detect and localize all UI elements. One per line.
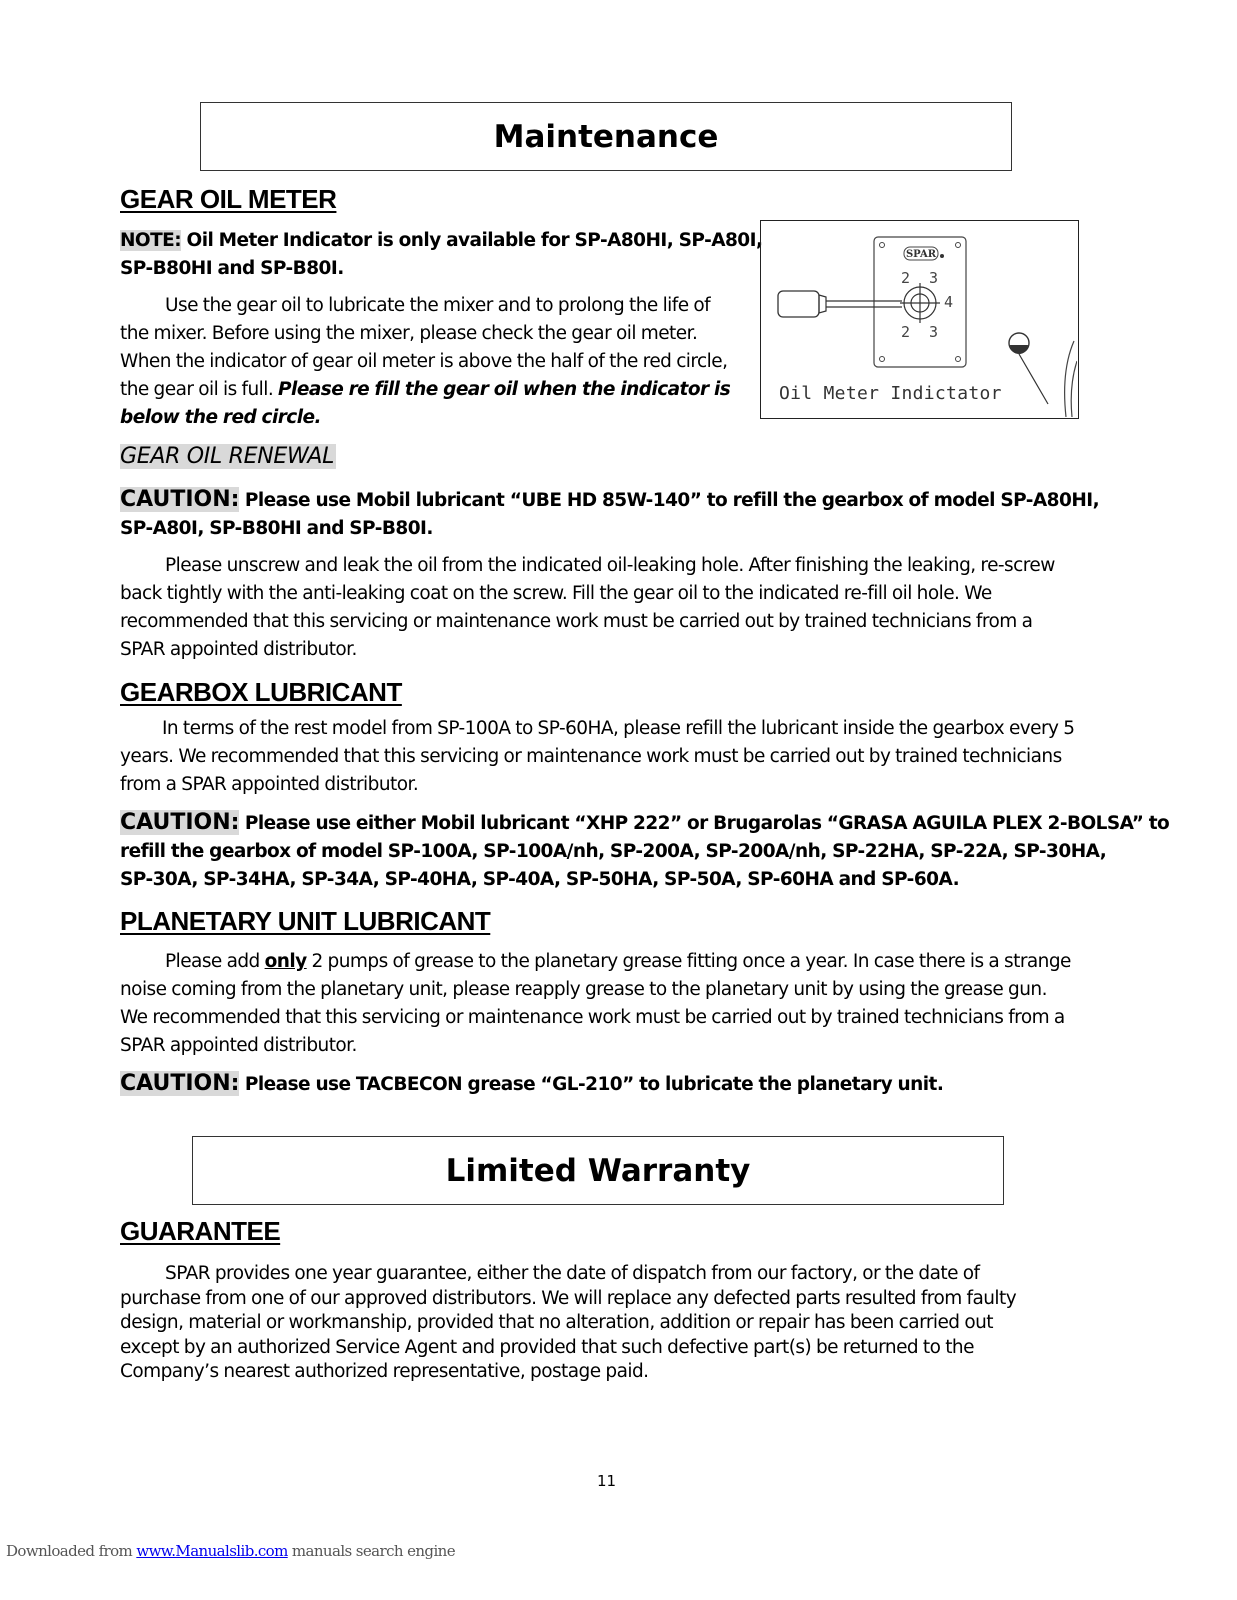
gear-oil-meter-heading: GEAR OIL METER	[120, 184, 337, 214]
oil-meter-caption: Oil Meter Indictator	[779, 383, 1002, 404]
caution-label: CAUTION:	[120, 1071, 240, 1096]
gearbox-lubricant-heading: GEARBOX LUBRICANT	[120, 677, 402, 707]
caution-label: CAUTION:	[120, 810, 240, 835]
svg-text:3: 3	[929, 323, 939, 341]
gear-oil-meter-body: Use the gear oil to lubricate the mixer and to prolong the life of the mixer. Before using the mixer, please check the gear oil meter. When the indicator of gear oil meter is above the half of the red circle, the gear oil is full. Please re fill the gear oil when the indicator is below the red circle.	[120, 295, 731, 428]
page-number: 11	[597, 1472, 617, 1490]
only-emphasis: only	[264, 951, 307, 972]
spar-logo: SPAR	[905, 249, 937, 260]
warranty-title-box	[192, 1136, 1004, 1205]
guarantee-heading: GUARANTEE	[120, 1216, 281, 1246]
planetary-caution: CAUTION: Please use TACBECON grease “GL-210” to lubricate the planetary unit.	[120, 1071, 944, 1096]
svg-text:2: 2	[901, 269, 911, 287]
gear-oil-renewal-heading: GEAR OIL RENEWAL	[120, 444, 335, 469]
manualslib-link[interactable]: www.Manualslib.com	[136, 1542, 288, 1560]
warranty-title: Limited Warranty	[445, 1152, 751, 1189]
download-footer: Downloaded from www.Manualslib.com manuals search engine	[6, 1542, 455, 1560]
planetary-heading: PLANETARY UNIT LUBRICANT	[120, 906, 491, 936]
oil-meter-figure	[760, 220, 1079, 419]
svg-text:2: 2	[901, 323, 911, 341]
caution-label: CAUTION:	[120, 487, 240, 512]
gear-oil-meter-note: NOTE: Oil Meter Indicator is only available for SP-A80HI, SP-A80I, SP-B80HI and SP-B80I.	[120, 230, 763, 279]
maintenance-title: Maintenance	[493, 118, 719, 155]
gearbox-lubricant-body: In terms of the rest model from SP-100A to SP-60HA, please refill the lubricant inside the gearbox every 5 years. We recommended that this servicing or maintenance work must be carried out by trained technicians from a SPAR appointed distributor.	[120, 718, 1075, 795]
maintenance-title-box	[200, 102, 1012, 171]
svg-text:4: 4	[944, 293, 954, 311]
oil-meter-diagram	[761, 221, 1077, 417]
gear-oil-renewal-caution: CAUTION: Please use Mobil lubricant “UBE HD 85W-140” to refill the gearbox of model SP-A80HI, SP-A80I, SP-B80HI and SP-B80I.	[120, 487, 1100, 539]
gear-oil-renewal-body: Please unscrew and leak the oil from the indicated oil-leaking hole. After finishing the leaking, re-screw back tightly with the anti-leaking coat on the screw. Fill the gear oil to the indicated re-fill oil hole. We recommended that this servicing or maintenance work must be carried out by trained technicians from a SPAR appointed distributor.	[120, 555, 1055, 660]
guarantee-body: SPAR provides one year guarantee, either the date of dispatch from our factory, or the date of purchase from one of our approved distributors. We will replace any defected parts resulted from faulty design, material or workmanship, provided that no alteration, addition or repair has been carried out except by an authorized Service Agent and provided that such defective part(s) be returned to the Company’s nearest authorized representative, postage paid.	[120, 1263, 1017, 1382]
svg-text:3: 3	[929, 269, 939, 287]
gearbox-lubricant-caution: CAUTION: Please use either Mobil lubricant “XHP 222” or Brugarolas “GRASA AGUILA PLEX 2-BOLSA” to refill the gearbox of model SP-100A, SP-100A/nh, SP-200A, SP-200A/nh, SP-22HA, SP-22A, SP-30HA, SP-30A, SP-34HA, SP-34A, SP-40HA, SP-40A, SP-50HA, SP-50A, SP-60HA and SP-60A.	[120, 810, 1170, 890]
planetary-body: Please add only 2 pumps of grease to the planetary grease fitting once a year. In case there is a strange noise coming from the planetary unit, please reapply grease to the planetary unit by using the grease gun. We recommended that this servicing or maintenance work must be carried out by trained technicians from a SPAR appointed distributor.	[120, 951, 1071, 1056]
note-label: NOTE:	[120, 230, 182, 251]
